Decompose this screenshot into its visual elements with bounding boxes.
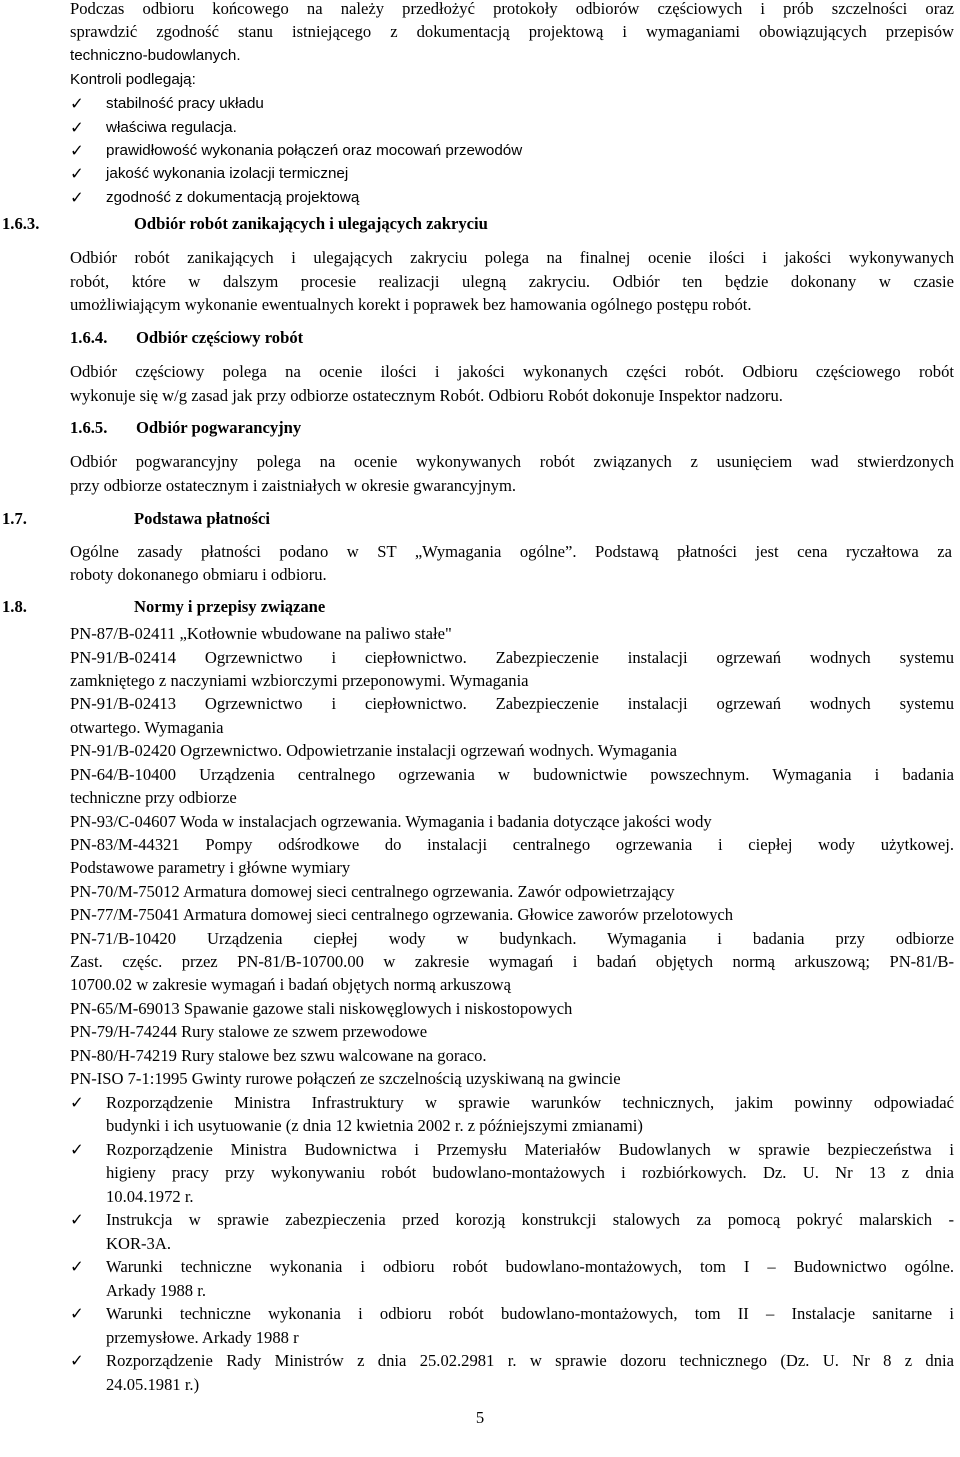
section-title: Normy i przepisy związane [134,597,326,616]
check-icon: ✓ [70,164,84,183]
norm-line: PN-91/B-02414 Ogrzewnictwo i ciepłownictwo. Zabezpieczenie instalacji ogrzewań wodnych systemu [70,648,954,667]
norm-line: otwartego. Wymagania [70,718,224,737]
control-item: zgodność z dokumentacją projektową [106,189,360,206]
regulation-line: Instrukcja w sprawie zabezpieczenia przed korozją konstrukcji stalowych za pomocą pokryć malarskich - [106,1210,954,1229]
norm-line: Podstawowe parametry i główne wymiary [70,858,351,877]
check-icon: ✓ [70,1140,84,1159]
norm-line: PN-93/C-04607 Woda w instalacjach ogrzewania. Wymagania i badania dotyczące jakości wody [70,812,712,831]
section-title: Odbiór częściowy robót [136,328,304,347]
regulation-line: Rozporządzenie Rady Ministrów z dnia 25.02.2981 r. w sprawie dozoru technicznego (Dz. U. Nr 8 z dnia [106,1351,954,1370]
paragraph-line: umożliwiającym wykonanie ewentualnych korekt i poprawek bez hamowania ogólnego postępu robót. [70,295,752,314]
section-number: 1.6.3. [2,214,40,233]
regulation-line: budynki i ich usytuowanie (z dnia 12 kwietnia 2002 r. z późniejszymi zmianami) [106,1116,643,1135]
check-icon: ✓ [70,141,84,160]
paragraph-line: Ogólne zasady płatności podano w ST „Wymagania ogólne”. Podstawą płatności jest cena ryczałtowa za [70,542,952,561]
paragraph-line: przy odbiorze ostatecznym i zaistniałych w okresie gwarancyjnym. [70,476,517,495]
norm-line: PN-65/M-69013 Spawanie gazowe stali niskowęglowych i niskostopowych [70,999,573,1018]
norm-line: PN-91/B-02420 Ogrzewnictwo. Odpowietrzanie instalacji ogrzewań wodnych. Wymagania [70,741,677,760]
section-number: 1.7. [2,509,27,528]
norm-line: 10700.02 w zakresie wymagań i badań objętych normą arkuszową [70,975,511,994]
paragraph-line: robót, które w dalszym procesie realizacji ulegną zakryciu. Odbiór ten będzie dokonany w czasie [70,272,954,291]
norm-line: PN-80/H-74219 Rury stalowe bez szwu walcowane na goraco. [70,1046,487,1065]
regulation-line: 24.05.1981 r.) [106,1375,200,1394]
intro-line-3: techniczno-budowlanych. [70,47,241,64]
check-icon: ✓ [70,1257,84,1276]
paragraph-line: Odbiór robót zanikających i ulegających zakryciu polega na finalnej ocenie ilości i jakości wykonywanych [70,248,954,267]
regulation-line: Arkady 1988 r. [106,1281,207,1300]
norm-line: PN-64/B-10400 Urządzenia centralnego ogrzewania w budownictwie powszechnym. Wymagania i badania [70,765,954,784]
regulation-line: przemysłowe. Arkady 1988 r [106,1328,299,1347]
check-icon: ✓ [70,1093,84,1112]
norm-line: Zast. częśc. przez PN-81/B-10700.00 w zakresie wymagań i badań objętych normą arkuszową; PN-81/B- [70,952,954,971]
section-number: 1.8. [2,597,27,616]
intro-line-1: Podczas odbioru końcowego na należy przedłożyć protokoły odbiorów częściowych i prób szczelności oraz [70,0,954,18]
norm-line: zamkniętego z naczyniami wzbiorczymi przeponowymi. Wymagania [70,671,529,690]
regulation-line: Rozporządzenie Ministra Budownictwa i Przemysłu Materiałów Budowlanych w sprawie bezpieczeństwa i [106,1140,954,1159]
norm-line: PN-79/H-74244 Rury stalowe ze szwem przewodowe [70,1022,428,1041]
paragraph-line: Odbiór pogwarancyjny polega na ocenie wykonywanych robót związanych z usunięciem wad stwierdzonych [70,452,954,471]
regulation-line: Warunki techniczne wykonania i odbioru robót budowlano-montażowych, tom I – Budownictwo ogólne. [106,1257,954,1276]
intro-line-2: sprawdzić zgodność stanu istniejącego z dokumentacją projektową i wymaganiami obowiązujących przepisów [70,22,954,41]
section-title: Odbiór robót zanikających i ulegających zakryciu [134,214,488,233]
check-icon: ✓ [70,94,84,113]
control-item: jakość wykonania izolacji termicznej [106,165,349,182]
norm-line: PN-87/B-02411 „Kotłownie wbudowane na paliwo stałe" [70,624,452,643]
regulation-line: 10.04.1972 r. [106,1187,194,1206]
check-icon: ✓ [70,1304,84,1323]
regulation-line: Rozporządzenie Ministra Infrastruktury w sprawie warunków technicznych, jakim powinny odpowiadać [106,1093,954,1112]
control-item: stabilność pracy układu [106,95,264,112]
section-title: Odbiór pogwarancyjny [136,418,302,437]
check-icon: ✓ [70,118,84,137]
norm-line: techniczne przy odbiorze [70,788,237,807]
section-title: Podstawa płatności [134,509,270,528]
regulation-line: Warunki techniczne wykonania i odbioru robót budowlano-montażowych, tom II – Instalacje sanitarne i [106,1304,954,1323]
norm-line: PN-77/M-75041 Armatura domowej sieci centralnego ogrzewania. Głowice zaworów przelotowych [70,905,734,924]
page-number: 5 [475,1408,485,1427]
section-number: 1.6.4. [70,328,108,347]
regulation-line: KOR-3A. [106,1234,171,1253]
norm-line: PN-83/M-44321 Pompy odśrodkowe do instalacji centralnego ogrzewania i ciepłej wody użytkowej. [70,835,954,854]
check-icon: ✓ [70,188,84,207]
controls-heading: Kontroli podlegają: [70,71,196,88]
norm-line: PN-70/M-75012 Armatura domowej sieci centralnego ogrzewania. Zawór odpowietrzający [70,882,675,901]
paragraph-line: roboty dokonanego obmiaru i odbioru. [70,565,327,584]
norm-line: PN-ISO 7-1:1995 Gwinty rurowe połączeń ze szczelnością uzyskiwaną na gwincie [70,1069,621,1088]
control-item: prawidłowość wykonania połączeń oraz mocowań przewodów [106,142,523,159]
norm-line: PN-71/B-10420 Urządzenia ciepłej wody w budynkach. Wymagania i badania przy odbiorze [70,929,954,948]
control-item: właściwa regulacja. [106,119,237,136]
norm-line: PN-91/B-02413 Ogrzewnictwo i ciepłownictwo. Zabezpieczenie instalacji ogrzewań wodnych systemu [70,694,954,713]
paragraph-line: Odbiór częściowy polega na ocenie ilości i jakości wykonanych części robót. Odbioru częściowego robót [70,362,954,381]
check-icon: ✓ [70,1351,84,1370]
paragraph-line: wykonuje się w/g zasad jak przy odbiorze ostatecznym Robót. Odbioru Robót dokonuje Inspektor nadzoru. [70,386,783,405]
regulation-line: higieny pracy przy wykonywaniu robót budowlano-montażowych i rozbiórkowych. Dz. U. Nr 13 z dnia [106,1163,954,1182]
check-icon: ✓ [70,1210,84,1229]
section-number: 1.6.5. [70,418,108,437]
